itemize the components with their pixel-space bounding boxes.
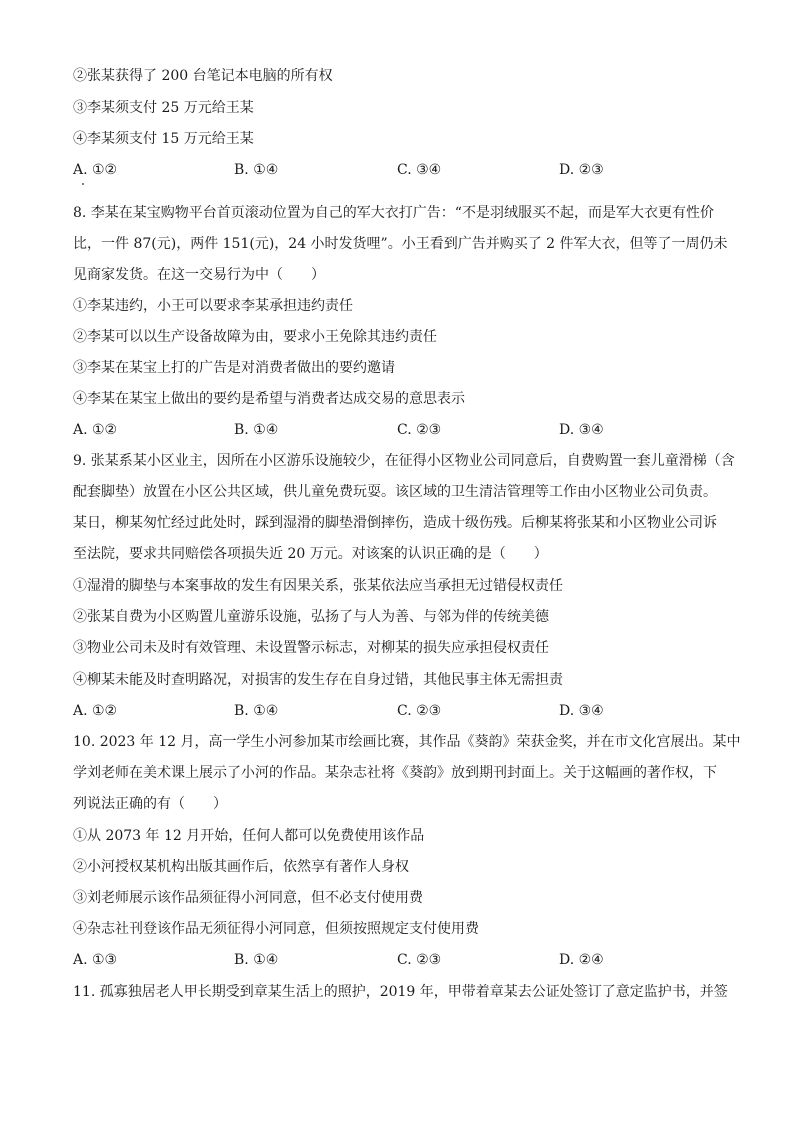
q10-choices: [73, 950, 733, 970]
q7-option-2: ②张某获得了 200 台笔记本电脑的所有权: [73, 68, 333, 84]
q9-stem-line-4: 至法院，要求共同赔偿各项损失近 20 万元。对该案的认识正确的是（ ）: [73, 546, 548, 562]
q9-choice-b: B. ①④: [234, 703, 279, 719]
q10-choice-d: D. ②④: [559, 952, 604, 968]
q8-choice-d: D. ③④: [559, 422, 604, 438]
q10-option-2: ②小河授权某机构出版其画作后，依然享有著作人身权: [73, 859, 409, 875]
q9-option-2: ②张某自费为小区购置儿童游乐设施，弘扬了与人为善、与邻为伴的传统美德: [73, 609, 549, 625]
q10-choice-a: A. ①③: [73, 952, 118, 968]
q7-option-3: ③李某须支付 25 万元给王某: [73, 100, 254, 116]
q8-stem-line-3: 见商家发货。在这一交易行为中（ ）: [73, 267, 325, 283]
q8-choice-c: C. ②③: [397, 422, 442, 438]
q9-choice-c: C. ②③: [397, 703, 442, 719]
q9-stem-line-3: 某日，柳某匆忙经过此处时，踩到湿滑的脚垫滑倒摔伤，造成十级伤残。后柳某将张某和小区物业公司诉: [73, 515, 717, 531]
q10-option-4: ④杂志社刊登该作品无须征得小河同意，但须按照规定支付使用费: [73, 921, 479, 937]
q8-stem-line-2: 比，一件 87(元)，两件 151(元)，24 小时发货哩”。小王看到广告并购买了 2 件军大衣，但等了一周仍未: [73, 236, 728, 252]
q10-choice-c: C. ②③: [397, 952, 442, 968]
q7-choice-b: B. ①④: [234, 162, 279, 178]
q8-choice-a: A. ①②: [73, 422, 118, 438]
q10-stem-line-1: 10. 2023 年 12 月，高一学生小河参加某市绘画比赛，其作品《葵韵》荣获金奖，并在市文化宫展出。某中: [73, 734, 741, 750]
q8-stem-line-1: 8. 李某在某宝购物平台首页滚动位置为自己的军大衣打广告：“不是羽绒服买不起，而是军大衣更有性价: [73, 205, 714, 221]
q9-choices: [73, 701, 733, 721]
q9-choice-a: A. ①②: [73, 703, 118, 719]
q9-option-4: ④柳某未能及时查明路况，对损害的发生存在自身过错，其他民事主体无需担责: [73, 672, 563, 688]
q9-option-3: ③物业公司未及时有效管理、未设置警示标志，对柳某的损失应承担侵权责任: [73, 640, 549, 656]
q10-stem-line-3: 列说法正确的有（ ）: [73, 796, 227, 812]
q8-option-1: ①李某违约，小王可以要求李某承担违约责任: [73, 298, 353, 314]
q10-option-3: ③刘老师展示该作品须征得小河同意，但不必支付使用费: [73, 890, 423, 906]
q8-option-3: ③李某在某宝上打的广告是对消费者做出的要约邀请: [73, 360, 395, 376]
q7-choice-a: A. ①②: [73, 162, 118, 178]
q9-stem-line-2: 配套脚垫）放置在小区公共区域，供儿童免费玩耍。该区域的卫生清洁管理等工作由小区物业公司负责。: [73, 484, 717, 500]
q10-choice-b: B. ①④: [234, 952, 279, 968]
q9-choice-d: D. ③④: [559, 703, 604, 719]
q8-choice-b: B. ①④: [234, 422, 279, 438]
q7-choice-c: C. ③④: [397, 162, 442, 178]
q8-option-4: ④李某在某宝上做出的要约是希望与消费者达成交易的意思表示: [73, 391, 465, 407]
q7-choices: [73, 160, 733, 180]
q10-stem-line-2: 学刘老师在美术课上展示了小河的作品。某杂志社将《葵韵》放到期刊封面上。关于这幅画的著作权，下: [73, 765, 717, 781]
q8-choices: [73, 420, 733, 440]
q9-option-1: ①湿滑的脚垫与本案事故的发生有因果关系，张某依法应当承担无过错侵权责任: [73, 578, 563, 594]
q8-option-2: ②李某可以以生产设备故障为由，要求小王免除其违约责任: [73, 329, 437, 345]
q7-choice-d: D. ②③: [559, 162, 604, 178]
q7-option-4: ④李某须支付 15 万元给王某: [73, 131, 254, 147]
q11-stem-line-1: 11. 孤寡独居老人甲长期受到章某生活上的照护，2019 年，甲带着章某去公证处签订了意定监护书，并签: [73, 984, 728, 1000]
scan-dot-mark: [82, 183, 84, 185]
q9-stem-line-1: 9. 张某系某小区业主，因所在小区游乐设施较少，在征得小区物业公司同意后，自费购置一套儿童滑梯（含: [73, 453, 735, 469]
q10-option-1: ①从 2073 年 12 月开始，任何人都可以免费使用该作品: [73, 828, 425, 844]
